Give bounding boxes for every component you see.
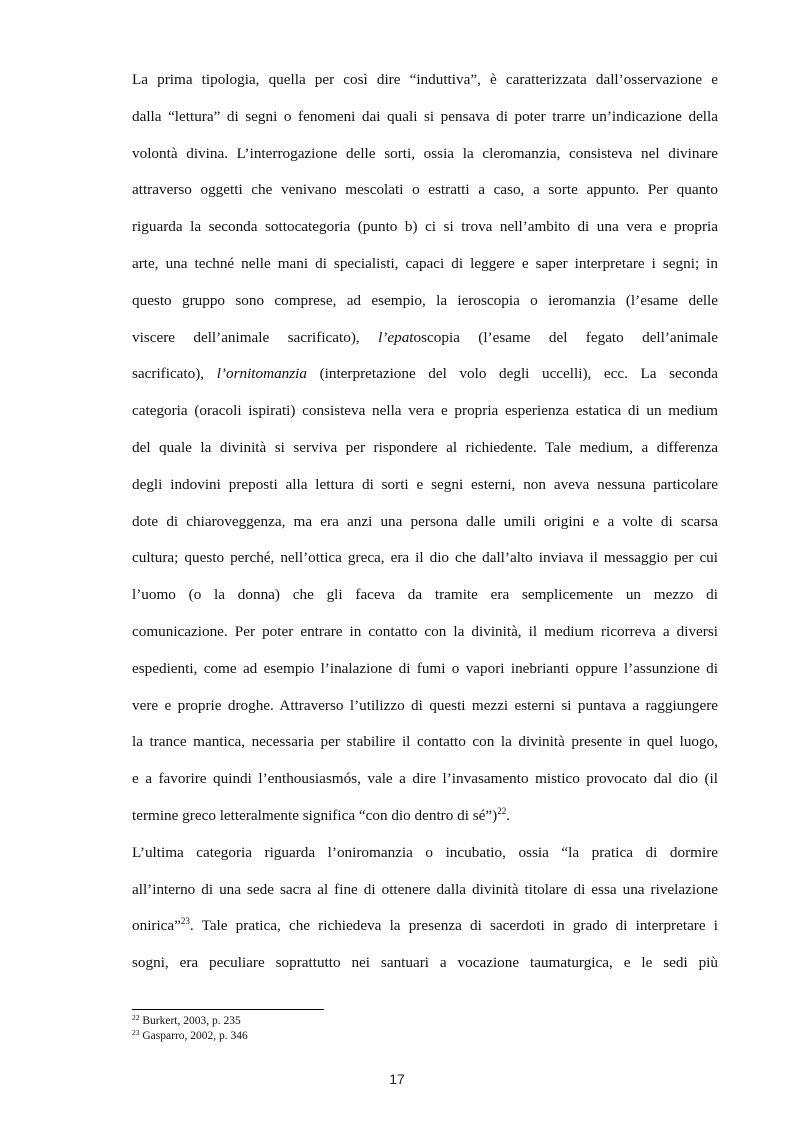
text-line: dalla “lettura” di segni o fenomeni dai quali si pensava di poter trarre un’indicazione della (132, 107, 718, 125)
footnote (132, 1030, 248, 1042)
main-text (132, 70, 718, 990)
footnote-text: Burkert, 2003, p. 235 (139, 1015, 241, 1027)
text-line (132, 328, 718, 365)
text-line: comunicazione. Per poter entrare in contatto con la divinità, il medium ricorreva a diversi (132, 622, 718, 640)
text-segment: . (506, 806, 510, 824)
footnote-ref: 23 (180, 916, 190, 927)
text-line: del quale la divinità si serviva per rispondere al richiedente. Tale medium, a differenza (132, 438, 718, 456)
text-line: e a favorire quindi l’enthousiasmós, vale a dire l’invasamento mistico provocato dal dio (il (132, 770, 718, 788)
text-segment: termine greco letteralmente significa “con dio dentro di sé”) (132, 806, 498, 824)
page-number: 17 (389, 1071, 405, 1087)
italic-term: l’epat (378, 328, 414, 346)
footnote-number: 23 (132, 1028, 140, 1037)
text-line: sogni, era peculiare soprattutto nei santuari a vocazione taumaturgica, e le sedi più (132, 954, 718, 972)
text-line: espedienti, come ad esempio l’inalazione di fumi o vapori inebrianti oppure l’assunzione di (132, 659, 718, 677)
text-line: l’uomo (o la donna) che gli faceva da tramite era semplicemente un mezzo di (132, 586, 718, 604)
text-line: degli indovini preposti alla lettura di sorti e segni esterni, non aveva nessuna particolare (132, 475, 718, 493)
footnote-ref: 22 (497, 805, 507, 816)
footnote-separator (132, 1009, 324, 1010)
text-line: dote di chiaroveggenza, ma era anzi una persona dalle umili origini e a volte di scarsa (132, 512, 718, 530)
text-line: questo gruppo sono comprese, ad esempio, la ieroscopia o ieromanzia (l’esame delle (132, 291, 718, 309)
footnote-number: 22 (132, 1013, 140, 1022)
footnote (132, 1015, 241, 1027)
text-segment: sacrificato), (132, 365, 205, 383)
text-segment: onirica” (132, 917, 181, 935)
text-segment: (interpretazione del volo degli uccelli), ecc. La seconda (307, 365, 719, 383)
text-line: arte, una techné nelle mani di specialisti, capaci di leggere e saper interpretare i segni; in (132, 254, 718, 272)
text-line (132, 806, 718, 843)
text-segment: viscere dell’animale sacrificato), (132, 328, 360, 346)
text-line: riguarda la seconda sottocategoria (punto b) ci si trova nell’ambito di una vera e propria (132, 218, 718, 236)
text-line: attraverso oggetti che venivano mescolati o estratti a caso, a sorte appunto. Per quanto (132, 181, 718, 199)
italic-term: l’ornitomanzia (216, 365, 307, 383)
text-line: La prima tipologia, quella per così dire “induttiva”, è caratterizzata dall’osservazione e (132, 71, 718, 88)
text-line: cultura; questo perché, nell’ottica greca, era il dio che dall’alto inviava il messaggio per cui (132, 549, 718, 567)
text-segment: . Tale pratica, che richiedeva la presenza di sacerdoti in grado di interpretare i (189, 917, 718, 935)
text-segment: oscopia (l’esame del fegato dell’animale (413, 328, 719, 346)
text-line: L’ultima categoria riguarda l’oniromanzia o incubatio, ossia “la pratica di dormire (132, 843, 718, 861)
text-line (132, 364, 718, 401)
text-line: categoria (oracoli ispirati) consisteva nella vera e propria esperienza estatica di un medium (132, 402, 718, 420)
text-line: all’interno di una sede sacra al fine di ottenere dalla divinità titolare di essa una rivelazione (132, 880, 718, 898)
text-line: volontà divina. L’interrogazione delle sorti, ossia la cleromanzia, consisteva nel divinare (132, 144, 718, 162)
text-line: vere e proprie droghe. Attraverso l’utilizzo di questi mezzi esterni si puntava a raggiungere (132, 696, 718, 714)
footnote-text: Gasparro, 2002, p. 346 (139, 1030, 248, 1042)
text-line: la trance mantica, necessaria per stabilire il contatto con la divinità presente in quel luogo, (132, 733, 718, 751)
text-line (132, 916, 718, 953)
